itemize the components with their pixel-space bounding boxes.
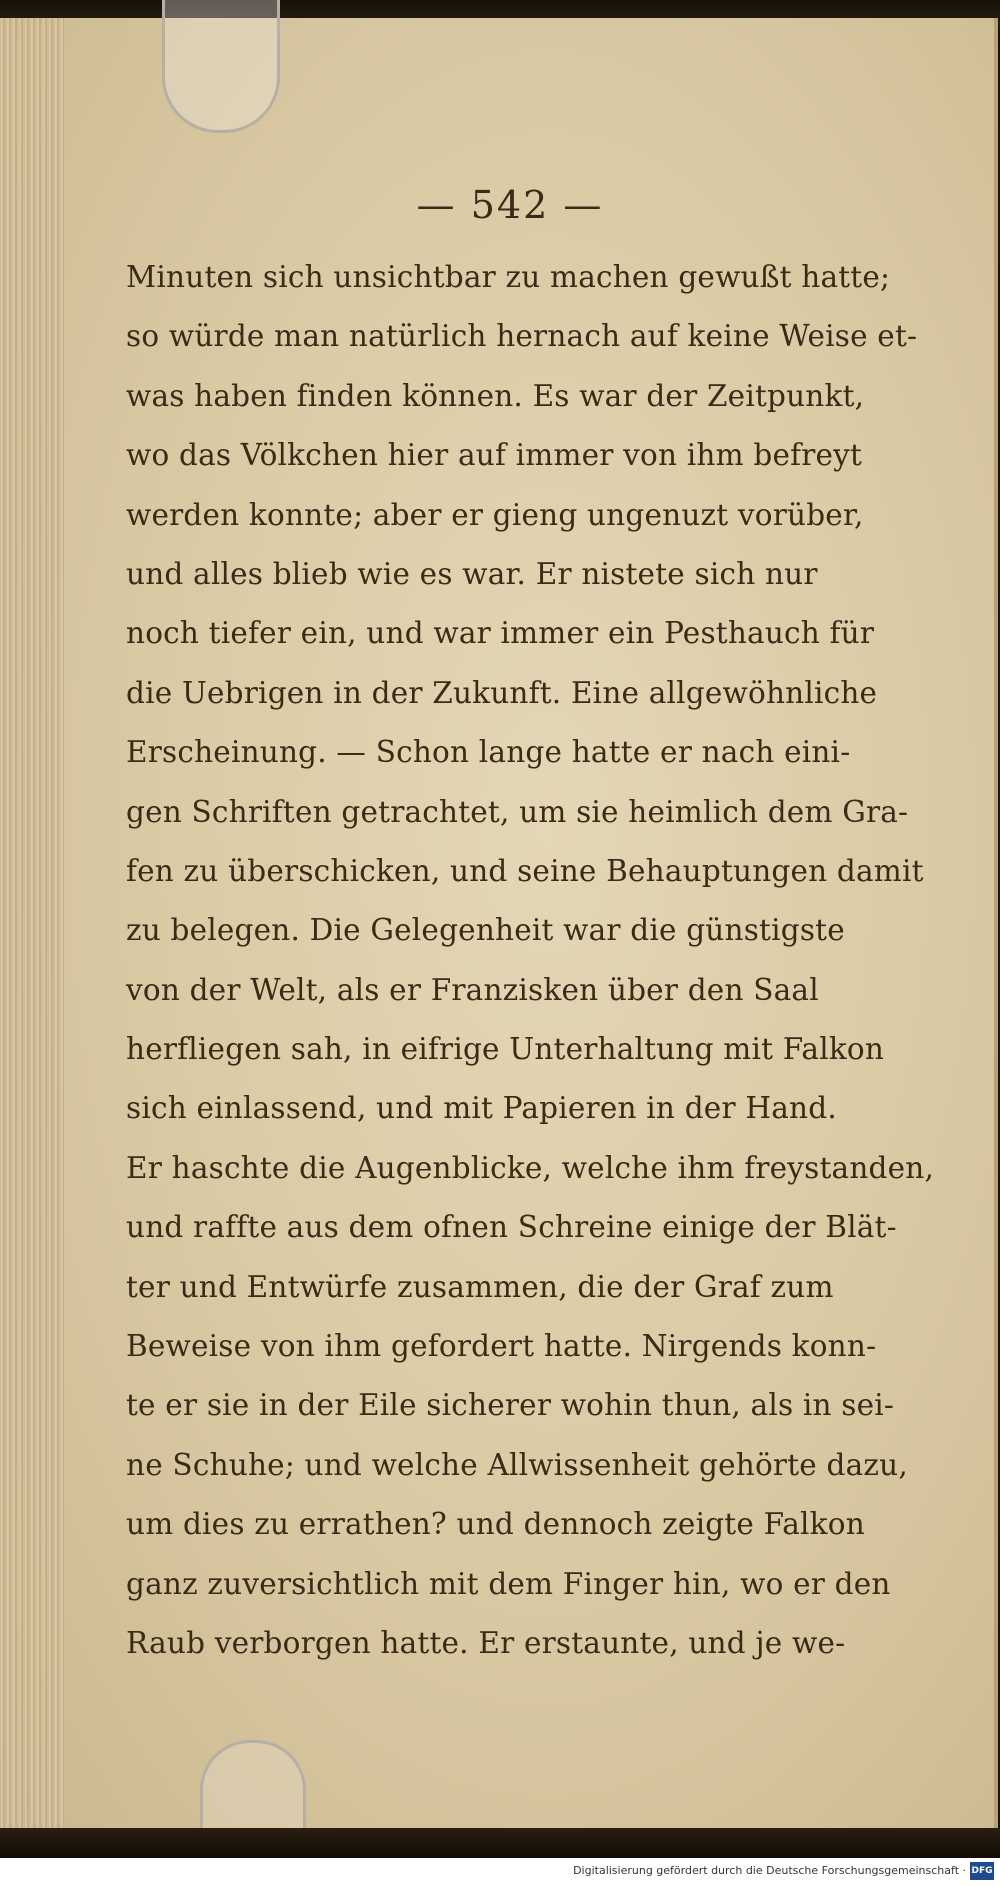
text-line: und raffte aus dem ofnen Schreine einige der Blät- bbox=[126, 1210, 897, 1245]
text-line: so würde man natürlich hernach auf keine Weise et- bbox=[126, 319, 918, 354]
text-line: ganz zuversichtlich mit dem Finger hin, wo er den bbox=[126, 1566, 891, 1601]
text-line: wo das Völkchen hier auf immer von ihm befreyt bbox=[126, 438, 863, 473]
text-line: Erscheinung. — Schon lange hatte er nach eini- bbox=[126, 735, 851, 770]
text-line: Beweise von ihm gefordert hatte. Nirgends konn- bbox=[126, 1329, 877, 1364]
digitization-credit: Digitalisierung gefördert durch die Deutsche Forschungsgemeinschaft · bbox=[573, 1864, 966, 1877]
text-line: gen Schriften getrachtet, um sie heimlich dem Gra- bbox=[126, 794, 909, 829]
page-edges bbox=[0, 18, 64, 1828]
text-line: die Uebrigen in der Zukunft. Eine allgewöhnliche bbox=[126, 675, 878, 710]
text-line: ter und Entwürfe zusammen, die der Graf zum bbox=[126, 1269, 834, 1304]
page-clip-bottom bbox=[200, 1740, 306, 1833]
page-number: — 542 — bbox=[416, 183, 604, 227]
text-line: Minuten sich unsichtbar zu machen gewußt hatte; bbox=[126, 260, 891, 294]
text-line: ne Schuhe; und welche Allwissenheit gehörte dazu, bbox=[126, 1447, 908, 1482]
text-line: te er sie in der Eile sicherer wohin thun, als in sei- bbox=[126, 1388, 895, 1423]
text-line: werden konnte; aber er gieng ungenuzt vorüber, bbox=[126, 497, 864, 532]
body-text bbox=[126, 248, 935, 1673]
page-clip-top bbox=[162, 0, 280, 133]
text-line: und alles blieb wie es war. Er nistete sich nur bbox=[126, 556, 818, 591]
text-line: Er haschte die Augenblicke, welche ihm freystanden, bbox=[126, 1150, 935, 1185]
text-line: Raub verborgen hatte. Er erstaunte, und je we- bbox=[126, 1625, 846, 1660]
text-line: herfliegen sah, in eifrige Unterhaltung mit Falkon bbox=[126, 1032, 885, 1067]
text-line: zu belegen. Die Gelegenheit war die günstigste bbox=[126, 913, 845, 948]
text-line: sich einlassend, und mit Papieren in der Hand. bbox=[126, 1091, 837, 1126]
text-line: was haben finden können. Es war der Zeitpunkt, bbox=[126, 378, 865, 413]
text-line: um dies zu errathen? und dennoch zeigte Falkon bbox=[126, 1507, 865, 1542]
scan-bottom-border bbox=[0, 1828, 1000, 1858]
text-line: von der Welt, als er Franzisken über den Saal bbox=[126, 972, 819, 1007]
text-line: fen zu überschicken, und seine Behauptungen damit bbox=[126, 853, 924, 888]
dfg-logo: DFG bbox=[970, 1862, 994, 1880]
text-line: noch tiefer ein, und war immer ein Pesthauch für bbox=[126, 616, 875, 651]
